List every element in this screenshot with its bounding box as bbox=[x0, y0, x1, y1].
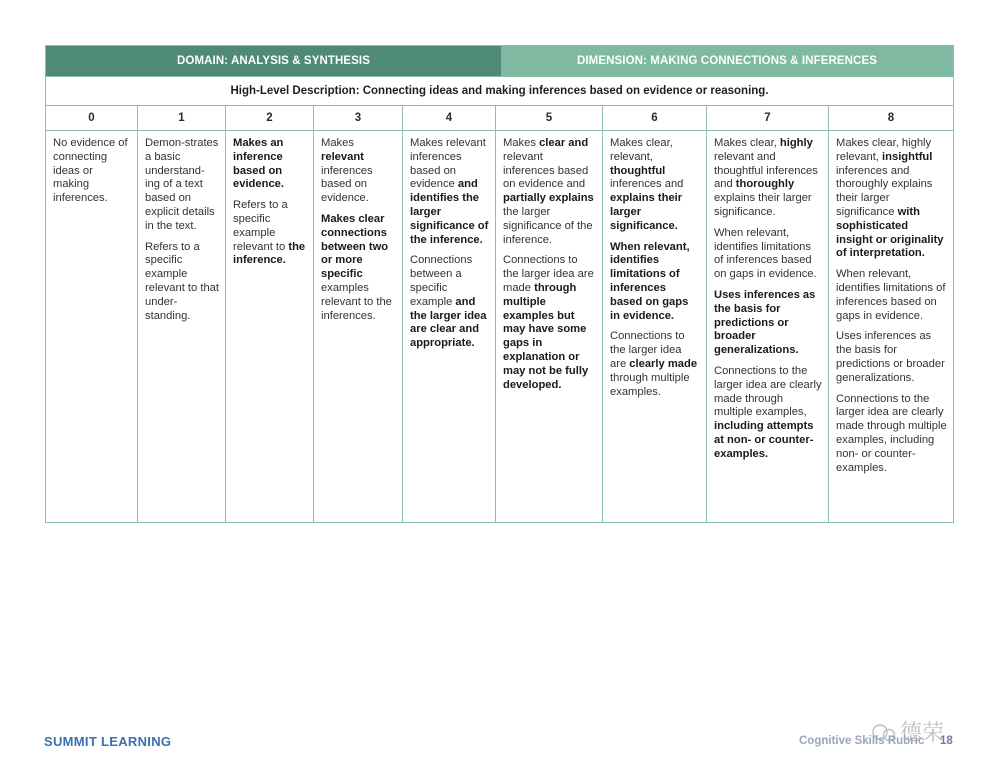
rubric-table bbox=[45, 45, 954, 523]
criteria-text: Makes bbox=[503, 137, 540, 149]
criteria-bold-text: highly bbox=[779, 137, 813, 149]
watermark-text: 德荣 bbox=[900, 721, 945, 746]
criteria-bold-text: thoughtful bbox=[610, 164, 666, 177]
criteria-bold-text: insightful bbox=[882, 150, 933, 163]
criteria-bold-text: through multiple examples but may have some gaps in explanation or may not be fully developed. bbox=[503, 281, 589, 391]
criteria-paragraph bbox=[410, 137, 489, 247]
level-0-criteria bbox=[46, 131, 137, 522]
criteria-text: explains their larger significance. bbox=[714, 192, 812, 218]
criteria-text: Refers to a specific example relevant to bbox=[233, 199, 289, 253]
level-3-criteria bbox=[313, 131, 402, 522]
level-8-criteria bbox=[828, 131, 953, 522]
rubric-header-row bbox=[46, 46, 953, 76]
level-7-criteria bbox=[706, 131, 828, 522]
level-header: 7 bbox=[706, 106, 828, 130]
criteria-paragraph bbox=[321, 137, 396, 206]
footer-page-number: 18 bbox=[940, 735, 953, 747]
logo-word-learning: LEARNING bbox=[101, 734, 172, 749]
criteria-paragraph bbox=[610, 330, 700, 399]
criteria-paragraph bbox=[610, 137, 700, 234]
criteria-paragraph bbox=[714, 289, 822, 358]
logo-word-summit: SUMMIT bbox=[44, 734, 98, 749]
criteria-paragraph bbox=[836, 268, 947, 323]
level-header: 2 bbox=[225, 106, 313, 130]
criteria-bold-text: clear and bbox=[539, 137, 589, 149]
criteria-paragraph bbox=[503, 254, 596, 392]
criteria-text: inferences based on evidence. bbox=[321, 164, 373, 205]
criteria-paragraph bbox=[233, 137, 307, 192]
criteria-paragraph bbox=[836, 137, 947, 261]
criteria-text: Demon-strates a basic understand-ing of a text based on explicit details in the text. bbox=[145, 137, 219, 232]
criteria-bold-text: partially explains bbox=[503, 192, 594, 205]
level-header-row bbox=[46, 105, 953, 130]
criteria-paragraph bbox=[53, 137, 131, 206]
criteria-bold-text: and the larger idea are clear and appropriate. bbox=[410, 295, 487, 350]
criteria-paragraph bbox=[714, 227, 822, 282]
criteria-text: Connections to the larger idea are clearly made through multiple examples, including non- or counter-examples. bbox=[836, 392, 947, 474]
criteria-bold-text: explains their larger significance. bbox=[610, 192, 683, 232]
level-header: 1 bbox=[137, 106, 225, 130]
summit-learning-logo bbox=[44, 734, 171, 749]
criteria-paragraph bbox=[610, 241, 700, 324]
criteria-paragraph bbox=[714, 365, 822, 462]
criteria-paragraph bbox=[410, 254, 489, 351]
criteria-paragraph bbox=[836, 393, 947, 476]
criteria-text: through multiple examples. bbox=[610, 371, 690, 398]
criteria-text: Connections to the larger idea are clearly made through multiple examples, bbox=[714, 364, 822, 419]
criteria-text: Makes relevant inferences based on evidence bbox=[410, 137, 486, 191]
criteria-text: relevant and thoughtful inferences and bbox=[714, 150, 818, 191]
criteria-bold-text: and identifies the larger significance of the inference. bbox=[410, 178, 489, 246]
level-6-criteria bbox=[602, 131, 706, 522]
criteria-text: Makes clear, relevant, bbox=[610, 137, 673, 163]
criteria-text: inferences and bbox=[610, 178, 684, 191]
level-1-criteria bbox=[137, 131, 225, 522]
criteria-paragraph bbox=[233, 199, 307, 268]
criteria-text: Makes clear, highly relevant, bbox=[836, 137, 932, 163]
criteria-text: Connections to the larger idea are bbox=[610, 330, 685, 370]
criteria-paragraph bbox=[145, 137, 219, 234]
level-header: 3 bbox=[313, 106, 402, 130]
criteria-text: Makes clear, bbox=[714, 137, 780, 149]
criteria-bold-text: Uses inferences as the basis for predictions or broader generalizations. bbox=[714, 288, 816, 357]
level-5-criteria bbox=[495, 131, 602, 522]
criteria-text: Connections to the larger idea are made bbox=[503, 254, 594, 294]
criteria-paragraph bbox=[503, 137, 596, 247]
rubric-body-row bbox=[46, 130, 953, 522]
high-level-description: High-Level Description: Connecting ideas and making inferences based on evidence or reasoning. bbox=[46, 76, 953, 105]
level-4-criteria bbox=[402, 131, 495, 522]
dimension-header: DIMENSION: MAKING CONNECTIONS & INFERENCES bbox=[501, 46, 953, 76]
criteria-text: No evidence of connecting ideas or making inferences. bbox=[53, 137, 128, 205]
criteria-bold-text: with sophisticated insight or originality of interpretation. bbox=[836, 205, 944, 260]
criteria-bold-text: the inference. bbox=[233, 240, 306, 267]
criteria-bold-text: clearly made bbox=[629, 357, 698, 370]
criteria-bold-text: including attempts at non- or counter-examples. bbox=[714, 420, 814, 460]
criteria-text: When relevant, identifies limitations of inferences based on gaps in evidence. bbox=[836, 268, 946, 322]
criteria-text: Refers to a specific example relevant to that under-standing. bbox=[145, 240, 220, 322]
level-2-criteria bbox=[225, 131, 313, 522]
criteria-text: Uses inferences as the basis for predictions or broader generalizations. bbox=[836, 330, 945, 384]
level-header: 4 bbox=[402, 106, 495, 130]
level-header: 6 bbox=[602, 106, 706, 130]
criteria-bold-text: relevant bbox=[321, 150, 364, 163]
criteria-bold-text: thoroughly bbox=[735, 178, 795, 191]
criteria-paragraph bbox=[714, 137, 822, 220]
level-header: 8 bbox=[828, 106, 953, 130]
criteria-bold-text: Makes an inference based on evidence. bbox=[233, 137, 284, 191]
criteria-paragraph bbox=[321, 213, 396, 323]
criteria-text: examples relevant to the inferences. bbox=[321, 281, 392, 322]
criteria-text: relevant inferences based on evidence and bbox=[503, 150, 589, 191]
level-header: 0 bbox=[88, 112, 95, 124]
level-header: 5 bbox=[495, 106, 602, 130]
criteria-text: Makes bbox=[321, 137, 354, 149]
criteria-text: inferences and thoroughly explains their larger significance bbox=[836, 164, 933, 218]
criteria-text: When relevant, identifies limitations of inferences based on gaps in evidence. bbox=[714, 226, 817, 281]
domain-header: DOMAIN: ANALYSIS & SYNTHESIS bbox=[46, 46, 501, 76]
criteria-text: Connections between a specific example bbox=[410, 254, 473, 308]
criteria-text: the larger significance of the inference. bbox=[503, 205, 593, 246]
criteria-paragraph bbox=[836, 330, 947, 385]
footer-document-title: Cognitive Skills Rubric bbox=[799, 735, 925, 747]
criteria-bold-text: When relevant, identifies limitations of inferences based on gaps in evidence. bbox=[610, 240, 690, 322]
criteria-paragraph bbox=[145, 241, 219, 324]
criteria-bold-text: Makes clear connections between two or more specific bbox=[321, 212, 389, 281]
